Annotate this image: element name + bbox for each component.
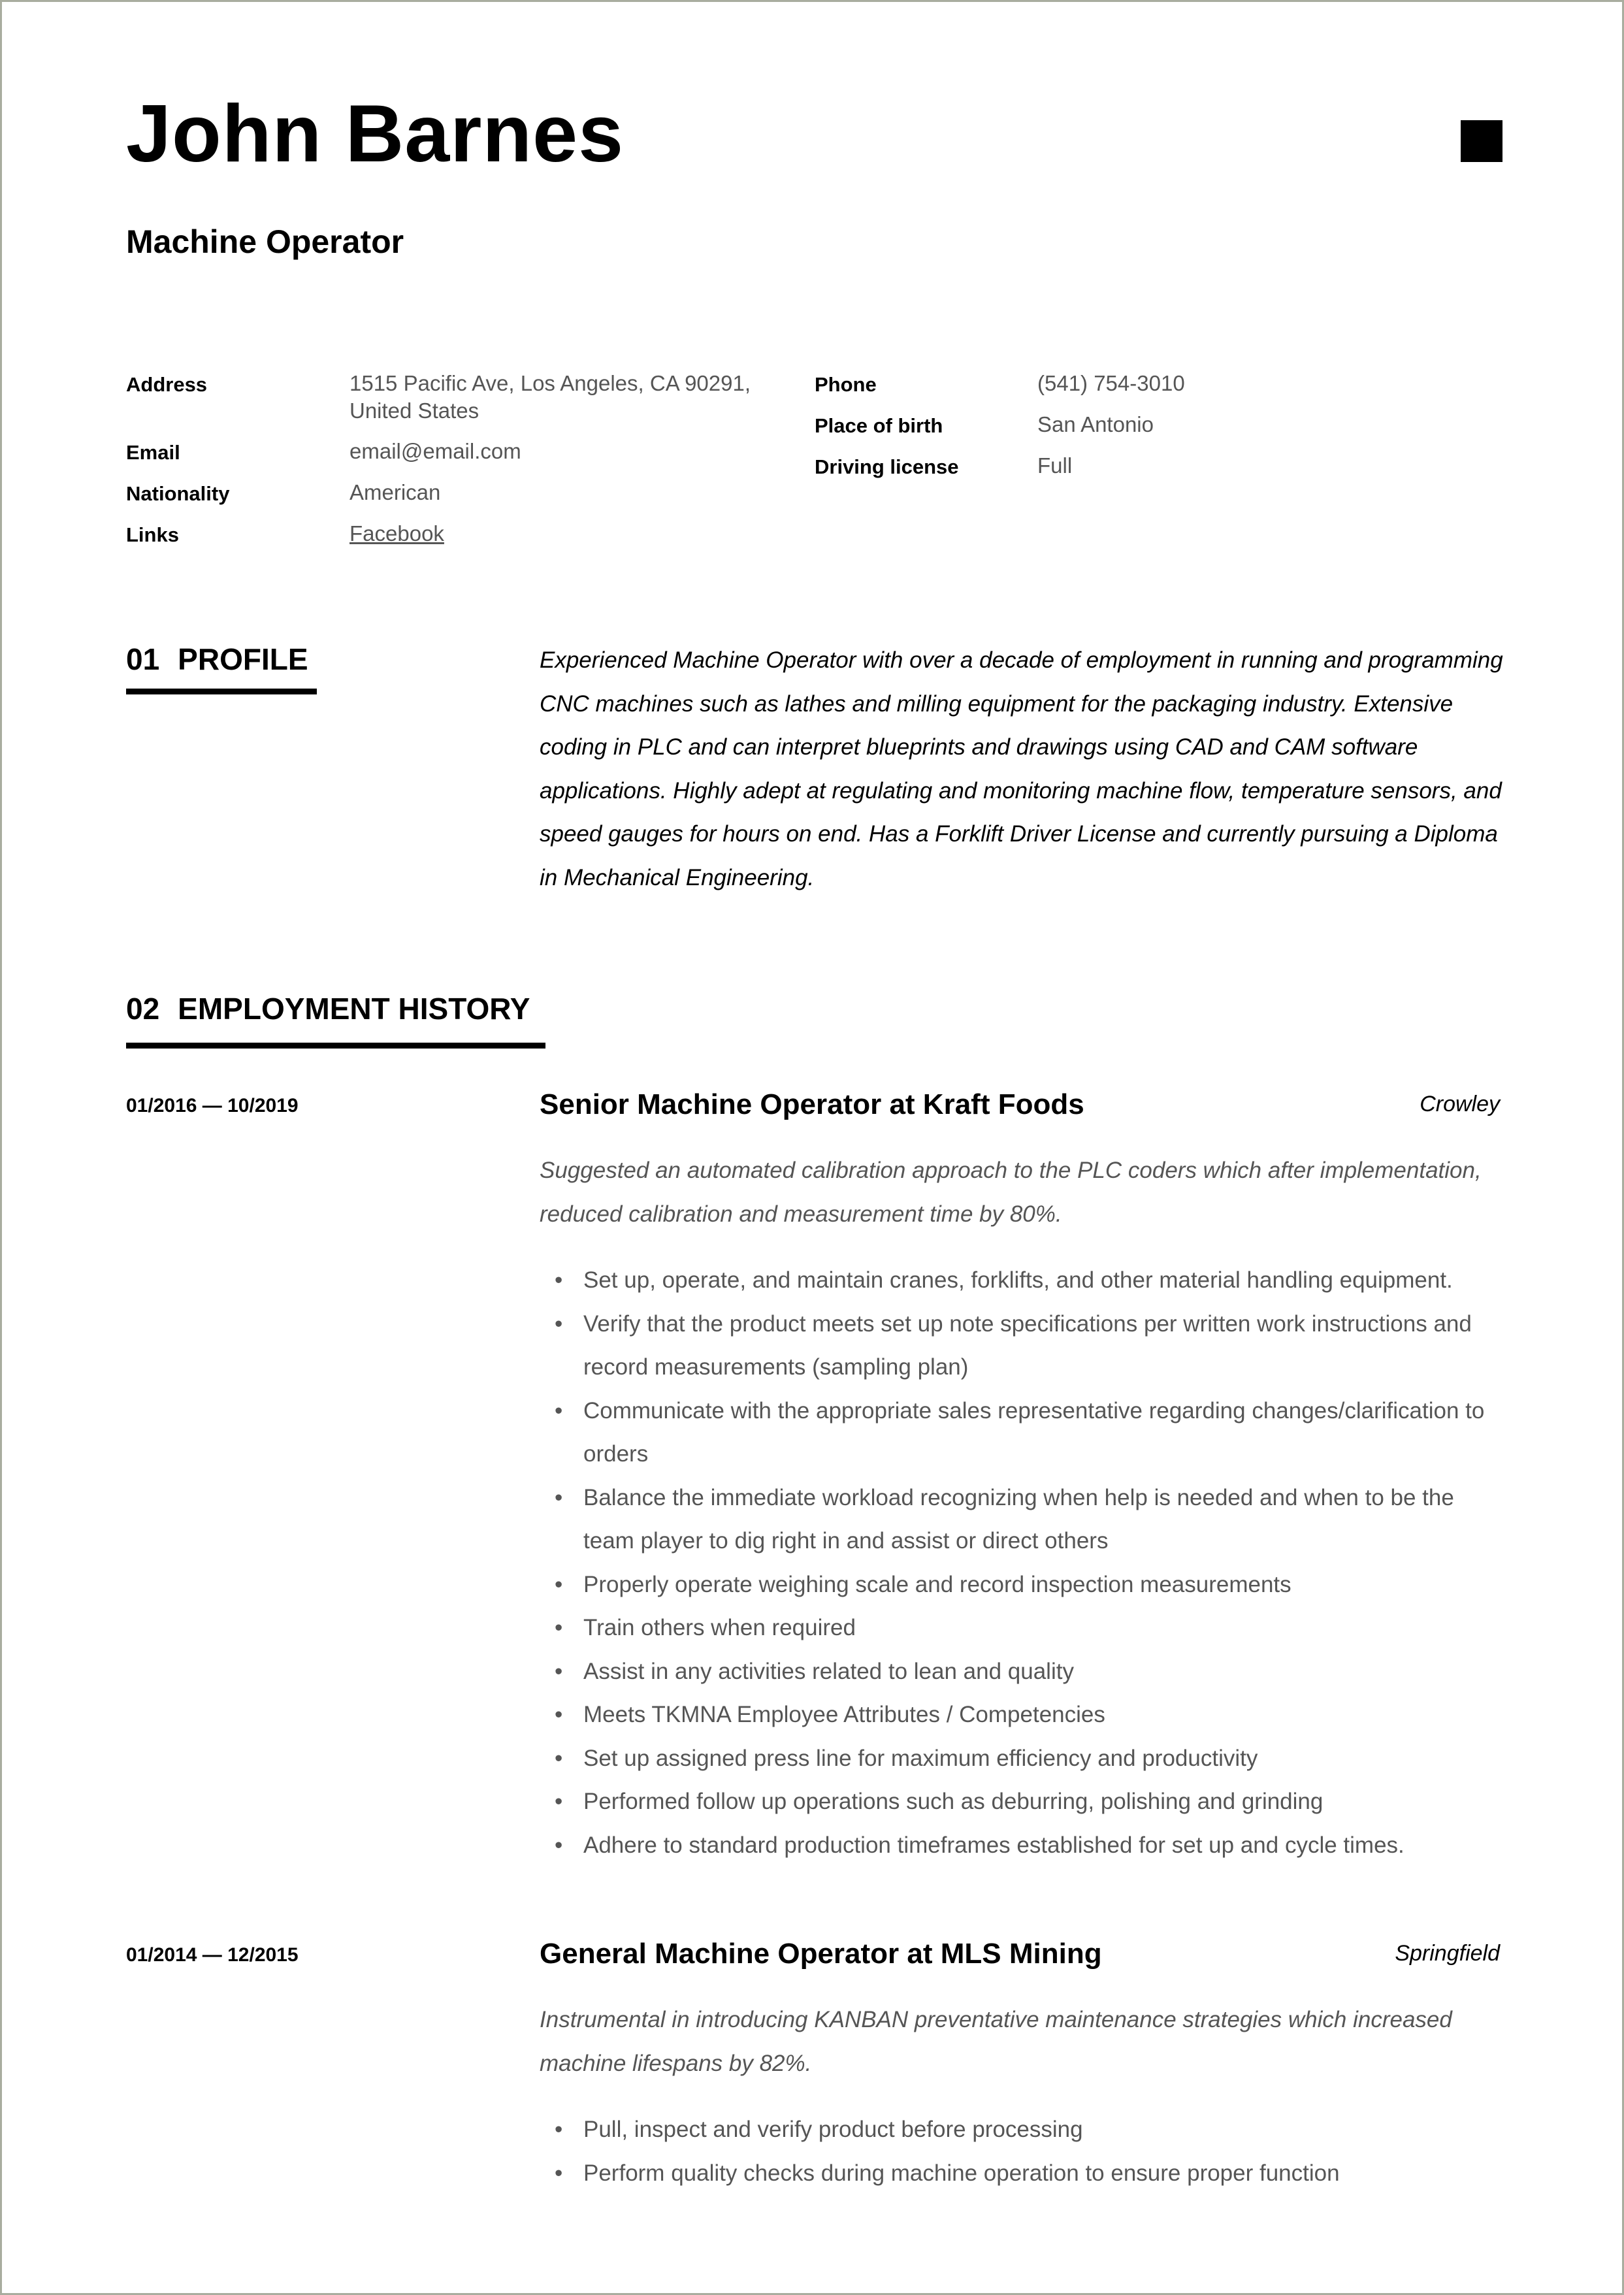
birth-value: San Antonio (1037, 412, 1154, 436)
employment-number: 02 (126, 992, 160, 1026)
employment-heading (126, 994, 530, 1024)
job-city: Crowley (1420, 1092, 1500, 1116)
employment-underline (126, 1043, 545, 1049)
job-city: Springfield (1395, 1941, 1500, 1966)
list-item: • Balance the immediate workload recognizing when help is needed and when to be the team player to dig right in and assist or direct others (540, 1476, 1503, 1563)
phone-label: Phone (815, 373, 877, 396)
email-label: Email (126, 441, 180, 464)
job-title: Machine Operator (126, 223, 404, 260)
links-label: Links (126, 523, 179, 546)
list-item: • Train others when required (540, 1606, 1503, 1650)
email-value: email@email.com (349, 439, 521, 463)
list-item: • Verify that the product meets set up note specifications per written work instructions and record measurements (sampling plan) (540, 1303, 1503, 1390)
job-duties-list (540, 1259, 1503, 1867)
list-item: • Performed follow up operations such as deburring, polishing and grinding (540, 1780, 1503, 1824)
list-item: • Pull, inspect and verify product before processing (540, 2108, 1503, 2152)
nationality-label: Nationality (126, 482, 230, 505)
profile-underline (126, 689, 317, 694)
list-item: • Adhere to standard production timeframes established for set up and cycle times. (540, 1824, 1503, 1868)
nationality-value: American (349, 480, 441, 504)
list-item: • Set up, operate, and maintain cranes, forklifts, and other material handling equipment. (540, 1259, 1503, 1303)
list-item: • Perform quality checks during machine operation to ensure proper function (540, 2152, 1503, 2196)
profile-title: PROFILE (178, 642, 308, 676)
candidate-name: John Barnes (126, 89, 625, 179)
profile-number: 01 (126, 642, 160, 676)
birth-label: Place of birth (815, 414, 943, 437)
employment-title: EMPLOYMENT HISTORY (178, 992, 530, 1026)
job-summary: Suggested an automated calibration approach to the PLC coders which after implementation, reduced calibration and measurement time by 80%. (540, 1158, 1482, 1227)
address-label: Address (126, 373, 208, 396)
license-value: Full (1037, 453, 1073, 478)
job-dates: 01/2014 — 12/2015 (126, 1944, 299, 1966)
list-item: • Properly operate weighing scale and record inspection measurements (540, 1563, 1503, 1607)
job-dates: 01/2016 — 10/2019 (126, 1095, 299, 1116)
address-line-1: 1515 Pacific Ave, Los Angeles, CA 90291, (349, 371, 751, 395)
job-position: General Machine Operator at MLS Mining (540, 1938, 1102, 1970)
facebook-link[interactable]: Facebook (349, 521, 444, 545)
profile-summary: Experienced Machine Operator with over a decade of employment in running and programming CNC machines such as lathes and milling equipment for the packaging industry. Extensive coding in PLC and can interpret blueprints and drawings using CAD and CAM software applications. Highly adept at regulating and monitoring machine flow, temperature sensors, and speed gauges for hours on end. Has a Forklift Driver License and currently pursuing a Diploma in Mechanical Engineering. (540, 647, 1503, 890)
job-duties-list (540, 2108, 1503, 2195)
links-value (349, 520, 444, 547)
job-position: Senior Machine Operator at Kraft Foods (540, 1088, 1084, 1120)
square-icon (1461, 120, 1502, 162)
profile-heading (126, 644, 308, 674)
job-summary: Instrumental in introducing KANBAN preventative maintenance strategies which increased machine lifespans by 82%. (540, 2007, 1452, 2076)
address-line-2: United States (349, 399, 479, 423)
list-item: • Meets TKMNA Employee Attributes / Competencies (540, 1693, 1503, 1737)
list-item: • Set up assigned press line for maximum efficiency and productivity (540, 1737, 1503, 1781)
list-item: • Assist in any activities related to lean and quality (540, 1650, 1503, 1694)
phone-value: (541) 754-3010 (1037, 371, 1185, 395)
list-item: • Communicate with the appropriate sales representative regarding changes/clarification to orders (540, 1390, 1503, 1476)
license-label: Driving license (815, 455, 959, 478)
